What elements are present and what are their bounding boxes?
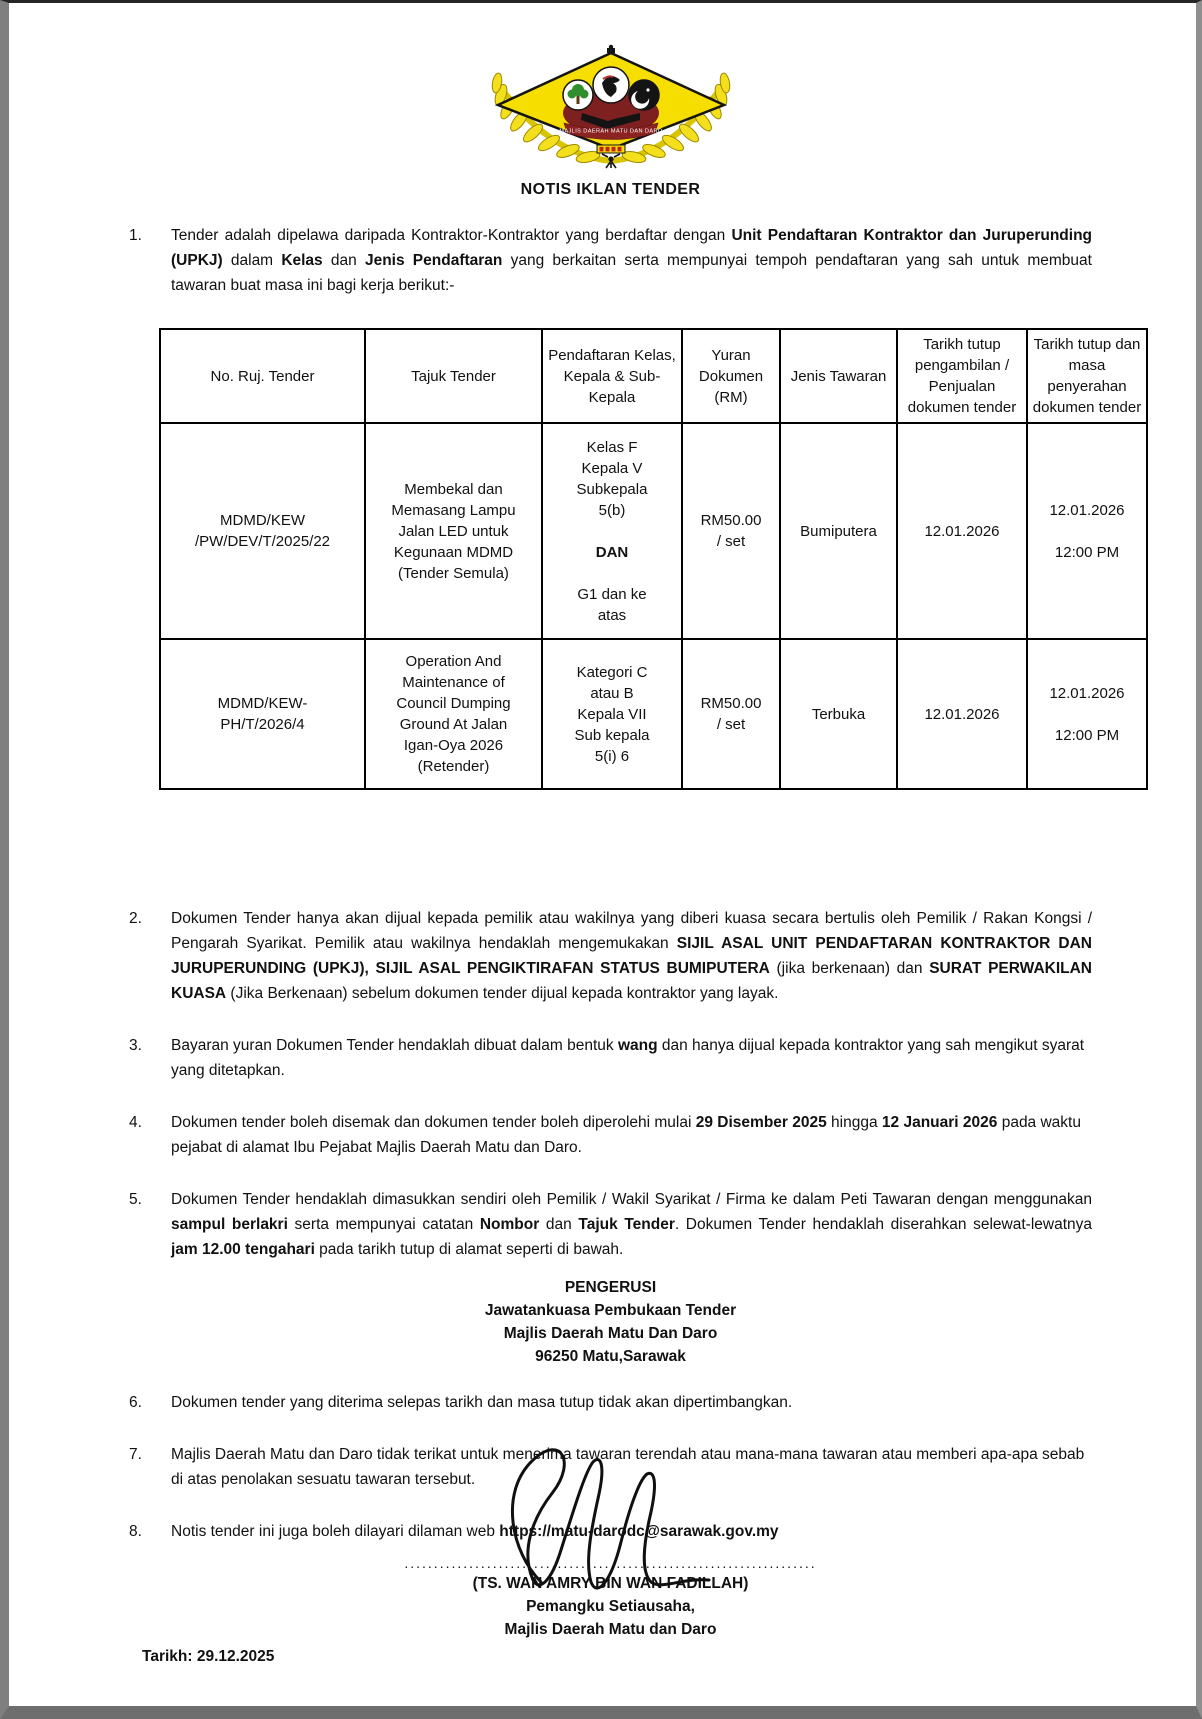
address-line-committee: Jawatankuasa Pembukaan Tender [484, 1302, 737, 1319]
cell-line: Maintenance of [402, 674, 505, 691]
column-header: Yuran Dokumen (RM) [682, 329, 780, 423]
text-segment: jam 12.00 tengahari [171, 1241, 315, 1258]
text-segment: hingga [826, 1114, 882, 1131]
address-line-council: Majlis Daerah Matu Dan Daro [503, 1325, 718, 1342]
cell-line: / set [716, 716, 746, 733]
text-segment: wang [617, 1037, 658, 1054]
cell-line: Memasang Lampu [391, 501, 516, 519]
signatory-organisation: Majlis Daerah Matu dan Daro [504, 1621, 717, 1638]
table-cell [365, 423, 542, 639]
cell-line: 12:00 PM [1054, 726, 1120, 744]
column-header: No. Ruj. Tender [160, 329, 365, 423]
notice-list-conditions [129, 906, 1092, 1262]
table-cell [682, 639, 780, 789]
table-cell [780, 639, 897, 789]
item-text [171, 1519, 1092, 1544]
table-cell [542, 639, 682, 789]
item-text [171, 223, 1092, 298]
cell-line: atas [597, 606, 627, 624]
notice-item [129, 223, 1092, 298]
item-number: 2. [129, 910, 142, 927]
cell-line: / set [716, 533, 746, 550]
text-segment: Jenis Pendaftaran [364, 252, 503, 269]
text-segment: yang berkaitan serta mempunyai tempoh pendaftaran yang sah untuk membuat tawaran buat masa ini bagi kerja berikut:- [171, 252, 1092, 294]
text-segment: Notis tender ini juga boleh dilayari dilaman web [171, 1523, 500, 1540]
text-segment: Dokumen Tender hanya akan dijual kepada pemilik atau wakilnya yang diberi kuasa secara bertulis oleh Pemilik / Rakan Kongsi / Pengarah Syarikat. Pemilik atau wakilnya hendaklah mengemukakan [171, 910, 1092, 952]
text-segment: Nombor [479, 1216, 540, 1233]
tender-table-body [160, 423, 1147, 789]
text-segment: Unit Pendaftaran Kontraktor dan Juruperunding (UPKJ) [171, 227, 1092, 269]
signature-block [311, 1554, 911, 1641]
table-cell [160, 423, 365, 639]
cell-line: G1 dan ke [577, 585, 647, 603]
notice-item [129, 1187, 1092, 1262]
table-row [160, 423, 1147, 639]
address-line-postcode: 96250 Matu,Sarawak [535, 1348, 686, 1365]
text-segment: Majlis Daerah Matu dan Daro tidak terikat untuk menerima tawaran terendah atau mana-mana tawaran atau memberi apa-apa sebab di atas penolakan sesuatu tawaran tersebut. [171, 1446, 1085, 1488]
cell-line: 12.01.2026 [1049, 501, 1125, 519]
table-cell [682, 423, 780, 639]
item-number: 3. [129, 1037, 142, 1054]
cell-line: RM50.00 [700, 695, 762, 712]
item-number: 4. [129, 1114, 142, 1131]
item-number: 7. [129, 1446, 142, 1463]
text-segment: 12 Januari 2026 [881, 1114, 998, 1131]
table-cell [1027, 423, 1147, 639]
cell-line: MDMD/KEW [220, 512, 305, 529]
cell-line: DAN [595, 543, 629, 561]
cell-line [1032, 521, 1142, 542]
council-crest-logo [456, 43, 766, 171]
table-row [160, 639, 1147, 789]
column-header: Tarikh tutup pengambilan / Penjualan dokumen tender [897, 329, 1027, 423]
cell-line: (Retender) [417, 758, 490, 775]
notice-item [129, 1033, 1092, 1083]
column-header: Pendaftaran Kelas, Kepala & Sub-Kepala [542, 329, 682, 423]
text-segment: Bayaran yuran Dokumen Tender hendaklah dibuat dalam bentuk [171, 1037, 618, 1054]
cell-line: Jalan LED untuk [398, 522, 509, 540]
notice-list-closing [129, 1390, 1092, 1544]
column-header: Tarikh tutup dan masa penyerahan dokumen tender [1027, 329, 1147, 423]
item-text [171, 1110, 1092, 1160]
column-header: Jenis Tawaran [780, 329, 897, 423]
cell-line: Bumiputera [800, 522, 877, 540]
table-cell [160, 639, 365, 789]
text-segment: pada waktu pejabat di alamat Ibu Pejabat Majlis Daerah Matu dan Daro. [171, 1114, 1081, 1156]
text-segment: dan [539, 1216, 579, 1233]
table-cell [542, 423, 682, 639]
cell-line: Kelas F [586, 438, 638, 456]
cell-line: 5(i) 6 [594, 747, 630, 765]
table-cell [897, 639, 1027, 789]
notice-item [129, 1519, 1092, 1544]
cell-line: MDMD/KEW- [217, 695, 308, 712]
cell-line: Terbuka [811, 705, 866, 723]
cell-line: 12:00 PM [1054, 543, 1120, 561]
item-text [171, 1187, 1092, 1262]
text-segment: Kelas [281, 252, 323, 269]
tender-table [159, 328, 1148, 790]
text-segment: Dokumen tender yang diterima selepas tarikh dan masa tutup tidak akan dipertimbangkan. [171, 1394, 793, 1411]
item-text [171, 1390, 1092, 1415]
cell-line: PH/T/2026/4 [220, 716, 305, 733]
cell-line: Kepala VII [577, 705, 647, 723]
text-segment: (Jika Berkenaan) sebelum dokumen tender dijual kepada kontraktor yang layak. [226, 985, 779, 1002]
cell-line: Igan-Oya 2026 [403, 737, 504, 754]
cell-line: Kegunaan MDMD [393, 543, 514, 561]
signatory-name: (TS. WAN AMRY BIN WAN FADILLAH) [472, 1575, 749, 1592]
text-segment: Tajuk Tender [578, 1216, 675, 1233]
cell-line: Membekal dan [404, 480, 503, 498]
item-text [171, 1033, 1092, 1083]
cell-line: 12.01.2026 [924, 522, 1000, 540]
submission-address-block [129, 1276, 1092, 1368]
cell-line: 5(b) [598, 501, 626, 519]
notice-item [129, 906, 1092, 1006]
notice-item [129, 1390, 1092, 1415]
text-segment: Dokumen Tender hendaklah dimasukkan sendiri oleh Pemilik / Wakil Syarikat / Firma ke dalam Peti Tawaran dengan menggunakan [171, 1191, 1092, 1208]
notice-item [129, 1110, 1092, 1160]
table-cell [1027, 639, 1147, 789]
signatory-role: Pemangku Setiausaha, [526, 1598, 695, 1615]
item-number: 8. [129, 1523, 142, 1540]
cell-line [547, 521, 677, 542]
cell-line: Kepala V [581, 459, 643, 477]
text-segment: (jika berkenaan) dan [769, 960, 930, 977]
text-segment: sampul berlakri [171, 1216, 288, 1233]
page-title: NOTIS IKLAN TENDER [520, 181, 701, 198]
cell-line: Council Dumping [396, 695, 511, 712]
crest-banner-text: MAJLIS DAERAH MATU DAN DARO [558, 128, 663, 135]
text-segment: dalam [222, 252, 282, 269]
cell-line: Ground At Jalan [399, 716, 508, 733]
cell-line: atau B [590, 684, 634, 702]
text-segment: . Dokumen Tender hendaklah diserahkan selewat-lewatnya [674, 1216, 1092, 1233]
text-segment: dan hanya dijual kepada kontraktor yang sah mengikut syarat yang ditetapkan. [171, 1037, 1085, 1079]
cell-line: Sub kepala [574, 726, 650, 744]
address-line-chairman: PENGERUSI [564, 1279, 657, 1296]
cell-line: (Tender Semula) [398, 564, 509, 582]
cell-line [547, 563, 677, 584]
document-date: Tarikh: 29.12.2025 [142, 1648, 275, 1665]
table-cell [897, 423, 1027, 639]
item-number: 6. [129, 1394, 142, 1411]
cell-line: /PW/DEV/T/2025/22 [194, 533, 331, 550]
text-segment: dan [322, 252, 365, 269]
item-text [171, 1442, 1092, 1492]
cell-line: 12.01.2026 [1049, 684, 1125, 702]
signature-line: ...................................................................... [404, 1555, 817, 1571]
item-text [171, 906, 1092, 1006]
cell-line: 12.01.2026 [924, 705, 1000, 723]
text-segment: Dokumen tender boleh disemak dan dokumen tender boleh diperolehi mulai [171, 1114, 696, 1131]
text-segment: https://matu-darodc@sarawak.gov.my [499, 1523, 779, 1540]
notice-list-intro [129, 223, 1092, 298]
notice-item [129, 1442, 1092, 1492]
cell-line: Subkepala [576, 480, 648, 498]
text-segment: 29 Disember 2025 [695, 1114, 827, 1131]
cell-line: RM50.00 [700, 512, 762, 529]
text-segment: serta mempunyai catatan [287, 1216, 480, 1233]
cell-line [1032, 704, 1142, 725]
item-number: 1. [129, 227, 142, 244]
cell-line: Operation And [405, 653, 502, 670]
text-segment: SIJIL ASAL UNIT PENDAFTARAN KONTRAKTOR DAN JURUPERUNDING (UPKJ), SIJIL ASAL PENGIKTIRAFAN STATUS BUMIPUTERA [171, 935, 1092, 977]
document-content [9, 3, 1196, 1641]
column-header: Tajuk Tender [365, 329, 542, 423]
item-number: 5. [129, 1191, 142, 1208]
header-row [160, 329, 1147, 423]
text-segment: pada tarikh tutup di alamat seperti di bawah. [314, 1241, 624, 1258]
table-cell [780, 423, 897, 639]
table-cell [365, 639, 542, 789]
text-segment: SURAT PERWAKILAN KUASA [171, 960, 1092, 1002]
text-segment: Tender adalah dipelawa daripada Kontraktor-Kontraktor yang berdaftar dengan [171, 227, 732, 244]
cell-line: Kategori C [576, 663, 648, 681]
tender-table-header [160, 329, 1147, 423]
